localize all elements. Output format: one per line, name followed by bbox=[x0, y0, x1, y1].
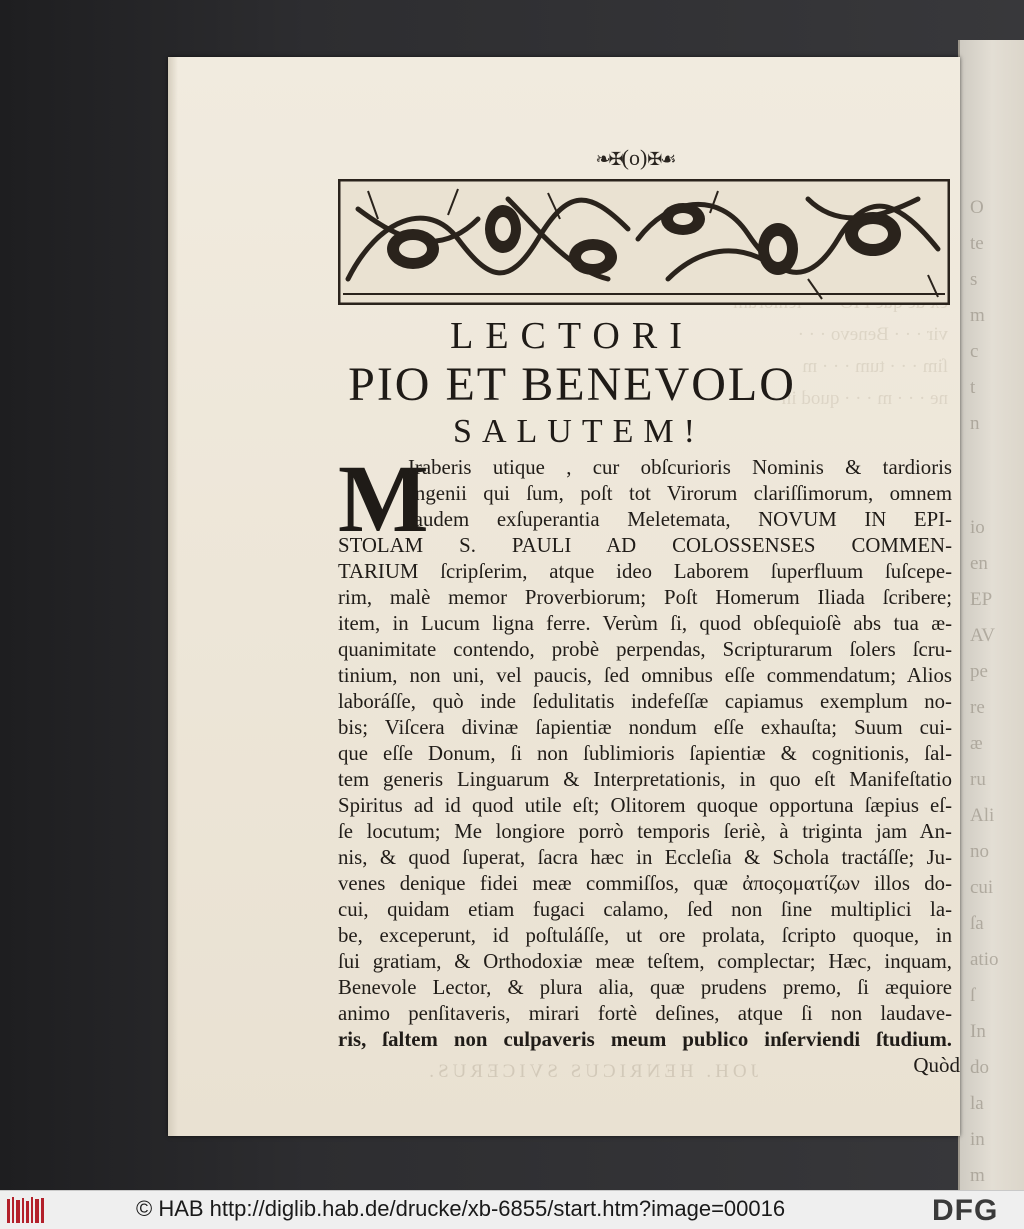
text-line: bis; Viſcera divinæ ſapientiæ nondum eſſe exhauſta; Suum cui- bbox=[338, 716, 952, 739]
drop-cap: M bbox=[338, 445, 429, 552]
next-page-edge: O te s m c t n io en EP AV pe re æ ru Ali no cui ſa atio ſ In do la in m bbox=[958, 40, 1024, 1190]
text-line: Benevole Lector, & plura alia, quæ prudens premo, ſi æquiore bbox=[338, 976, 952, 999]
text-line: animo penſitaveris, mirari fortè deſines, atque ſi non laudave- bbox=[338, 1002, 952, 1025]
page-signature-mark: ❧✠(o)✠☙ bbox=[595, 145, 675, 170]
text-line: tinium, non uni, vel paucis, ſed omnibus eſſe commendatum; Alios bbox=[338, 664, 952, 687]
text-line: laudem exſuperantia Meletemata, NOVUM IN EPI- bbox=[408, 508, 952, 531]
text-line: rim, malè memor Proverbiorum; Poſt Homerum Iliada ſcribere; bbox=[338, 586, 952, 609]
footer-bar bbox=[0, 1190, 1024, 1229]
text-line: Spiritus ad id quod utile eſt; Olitorem quoque opportuna ſæpius eſ- bbox=[338, 794, 952, 817]
text-line: STOLAM S. PAULI AD COLOSSENSES COMMEN- bbox=[338, 534, 952, 557]
text-line: Ingenii qui ſum, poſt tot Virorum clariſſimorum, omnem bbox=[408, 482, 952, 505]
text-line: ris, ſaltem non culpaveris meum publico inſerviendi ſtudium. bbox=[338, 1028, 952, 1051]
text-line: ſe locutum; Me longiore porrò temporis ſeriè, à triginta jam An- bbox=[338, 820, 952, 843]
text-line: item, in Lucum ligna ferre. Verùm ſi, quod obſequioſè abs tua æ- bbox=[338, 612, 952, 635]
page-gutter-shadow bbox=[168, 57, 178, 1136]
show-through-text: vir · · · Benevo · · · ſim · · · tum · · · m ne · · · m · · · quod in · bbox=[770, 324, 948, 409]
title-lectori: LECTORI bbox=[450, 315, 694, 357]
text-line: laboráſſe, quò inde ſedulitatis indefeſſæ capiamus exemplum no- bbox=[338, 690, 952, 713]
fleuron-left-icon: ❧✠ bbox=[595, 149, 622, 169]
catchword: Quòd bbox=[913, 1053, 960, 1077]
text-line: quanimitate contendo, probè perpendas, Scripturarum ſolers ſcru- bbox=[338, 638, 952, 661]
text-line: venes denique fidei meæ commiſſos, quæ ἀποςοματίζων illos do- bbox=[338, 872, 952, 895]
text-line: cui, quidam etiam fugaci calamo, ſed non ſine multiplici la- bbox=[338, 898, 952, 921]
text-line: ſui gratiam, & Orthodoxiæ meæ teſtem, complectar; Hæc, inquam, bbox=[338, 950, 952, 973]
text-line: TARIUM ſcripſerim, atque ideo Laborem ſuperfluum ſuſcepe- bbox=[338, 560, 952, 583]
text-line: tem generis Linguarum & Interpretationis, in quo eſt Manifeſtatio bbox=[338, 768, 952, 791]
text-line: Iraberis utique , cur obſcurioris Nominis & tardioris bbox=[408, 456, 952, 479]
text-line: que eſſe Donum, ſi non ſublimioris ſapientiæ & cognitionis, ſal- bbox=[338, 742, 952, 765]
book-page bbox=[168, 57, 960, 1136]
text-line: be, exceperunt, id poſtuláſſe, ut ore prolata, ſcripto quoque, in bbox=[338, 924, 952, 947]
show-through-signature: JOH. HENRICUS SVICERUS. bbox=[425, 1061, 758, 1082]
title-salutem: SALUTEM! bbox=[453, 413, 705, 450]
title-pio-et-benevolo: PIO ET BENEVOLO bbox=[348, 358, 796, 411]
hab-barcode-logo-icon[interactable] bbox=[6, 1195, 46, 1225]
fleuron-right-icon: ✠☙ bbox=[647, 149, 675, 169]
dfg-logo[interactable]: DFG bbox=[932, 1194, 999, 1227]
copyright-link[interactable]: © HAB http://diglib.hab.de/drucke/xb-6855/start.htm?image=00016 bbox=[136, 1196, 786, 1221]
text-line: nis, & quod ſuperat, ſacra hæc in Eccleſia & Schola tractáſſe; Ju- bbox=[338, 846, 952, 869]
woodcut-headpiece bbox=[338, 179, 950, 305]
